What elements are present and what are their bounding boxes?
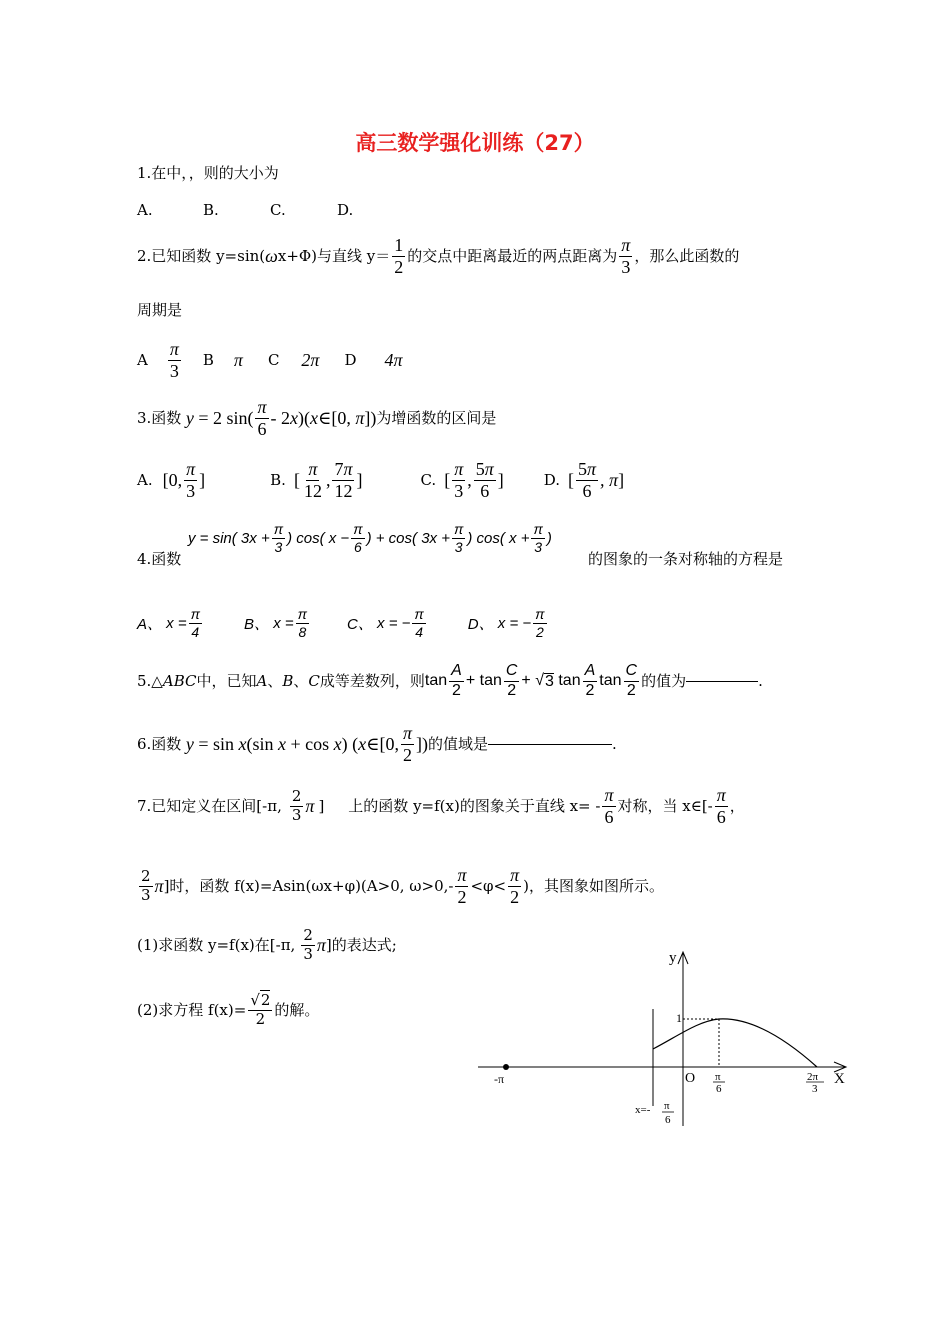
q1-option-b: B. <box>203 201 219 219</box>
origin-label: O <box>685 1071 696 1086</box>
function-graph <box>478 946 858 1132</box>
q3-formula: y = 2 sin( <box>181 408 254 429</box>
q1-option-a: A. <box>137 201 153 219</box>
q3-options: A. [0, $\frac{\pi}{3}$ ] B. [ $\frac{\pi}{12}$ , $\frac{7\pi}{12}$ ] C. [ $\frac{\pi}{3}$ , $\frac{5\pi}{6}$ ] D. [ $\frac{5\pi}{6}$ , π] <box>137 459 625 501</box>
neg-pi-point <box>503 1064 509 1070</box>
curve <box>653 1019 817 1067</box>
x-label: X <box>834 1071 845 1087</box>
y-label: y <box>669 950 677 966</box>
two-pi-num: 2π <box>807 1071 819 1083</box>
two-pi-den: 3 <box>812 1083 818 1095</box>
q4-options: A、 x = $\frac{\pi}{4}$ B、 x = $\frac{\pi}{8}$ C、 x = − $\frac{\pi}{4}$ D、 x = − $\frac{\pi}{2}$ <box>137 606 545 640</box>
q4-suffix: 的图象的一条对称轴的方程是 <box>588 550 784 568</box>
q1-stem: 1.在中，，则的大小为 <box>137 164 279 182</box>
q2-line2: 周期是 <box>137 301 183 319</box>
q7-line1: 7.已知定义在区间[-π, $\frac{2}{3}$ π ] 上的函数 y=f(x)的图象关于直线 x= - $\frac{\pi}{6}$ 对称，当 x∈[- $\frac{\pi}{6}$ ， <box>137 785 745 827</box>
one-label: 1 <box>676 1011 682 1025</box>
asym-pi: π <box>664 1100 670 1112</box>
asym-label: x=- <box>635 1104 651 1116</box>
q7-part1: (1)求函数 y=f(x)在[-π, $\frac{2}{3}$ π ]的表达式; <box>137 926 397 963</box>
fraction-half: $\frac{1}{2}$ <box>394 235 404 277</box>
q4-formula: y = sin( 3x + $\frac{\pi}{3}$ ) cos( x − $\frac{\pi}{6}$ ) + cos( 3x + $\frac{\pi}{3}$ ) cos( x + $\frac{\pi}{3}$ ) <box>188 521 552 555</box>
q5-stem: 5.△ ABC 中，已知 A 、 B 、 C 成等差数列，则 tan $\frac{A}{2}$ + tan $\frac{C}{2}$ + √ 3 tan $\frac{A}{2}$ tan $\frac{C}{2}$ 的值为 . <box>137 662 763 699</box>
pi6-den: 6 <box>716 1083 722 1095</box>
fraction-pi-3: $\frac{\pi}{3}$ <box>621 235 631 277</box>
q2-options: A $\frac{\pi}{3}$ B π C 2π D 4π <box>137 339 403 381</box>
q1-option-c: C. <box>270 201 286 219</box>
q1-option-d: D. <box>337 201 354 219</box>
page-title: 高三数学强化训练（27） <box>355 131 595 155</box>
neg-pi-label: -π <box>494 1072 505 1086</box>
pi6-num: π <box>715 1071 721 1083</box>
q4-prefix: 4.函数 <box>137 550 182 568</box>
asym-den: 6 <box>665 1114 671 1126</box>
q2-stem: 2.已知函数 y=sin( ω x+Φ)与直线 y＝ $\frac{1}{2}$ 的交点中距离最近的两点距离为 $\frac{\pi}{3}$ ，那么此函数的 <box>137 235 740 277</box>
q3-stem: 3.函数 y = 2 sin( $\frac{\pi}{6}$ - 2x)(x∈[0, π]) 为增函数的区间是 <box>137 397 497 439</box>
q7-part2: (2)求方程 f(x)= $\frac{√2}{2}$ 的解。 <box>137 991 320 1028</box>
q7-line2: $\frac{2}{3}$ π ]时，函数 f(x)=Asin(ωx+φ)(A>0, ω>0,- $\frac{\pi}{2}$ <φ< $\frac{\pi}{2}$ )，其图象如图所示。 <box>141 865 665 907</box>
q6-stem: 6.函数 y = sin x(sin x + cos x) (x∈[0, $\frac{\pi}{2}$ ]) 的值域是 . <box>137 723 617 765</box>
